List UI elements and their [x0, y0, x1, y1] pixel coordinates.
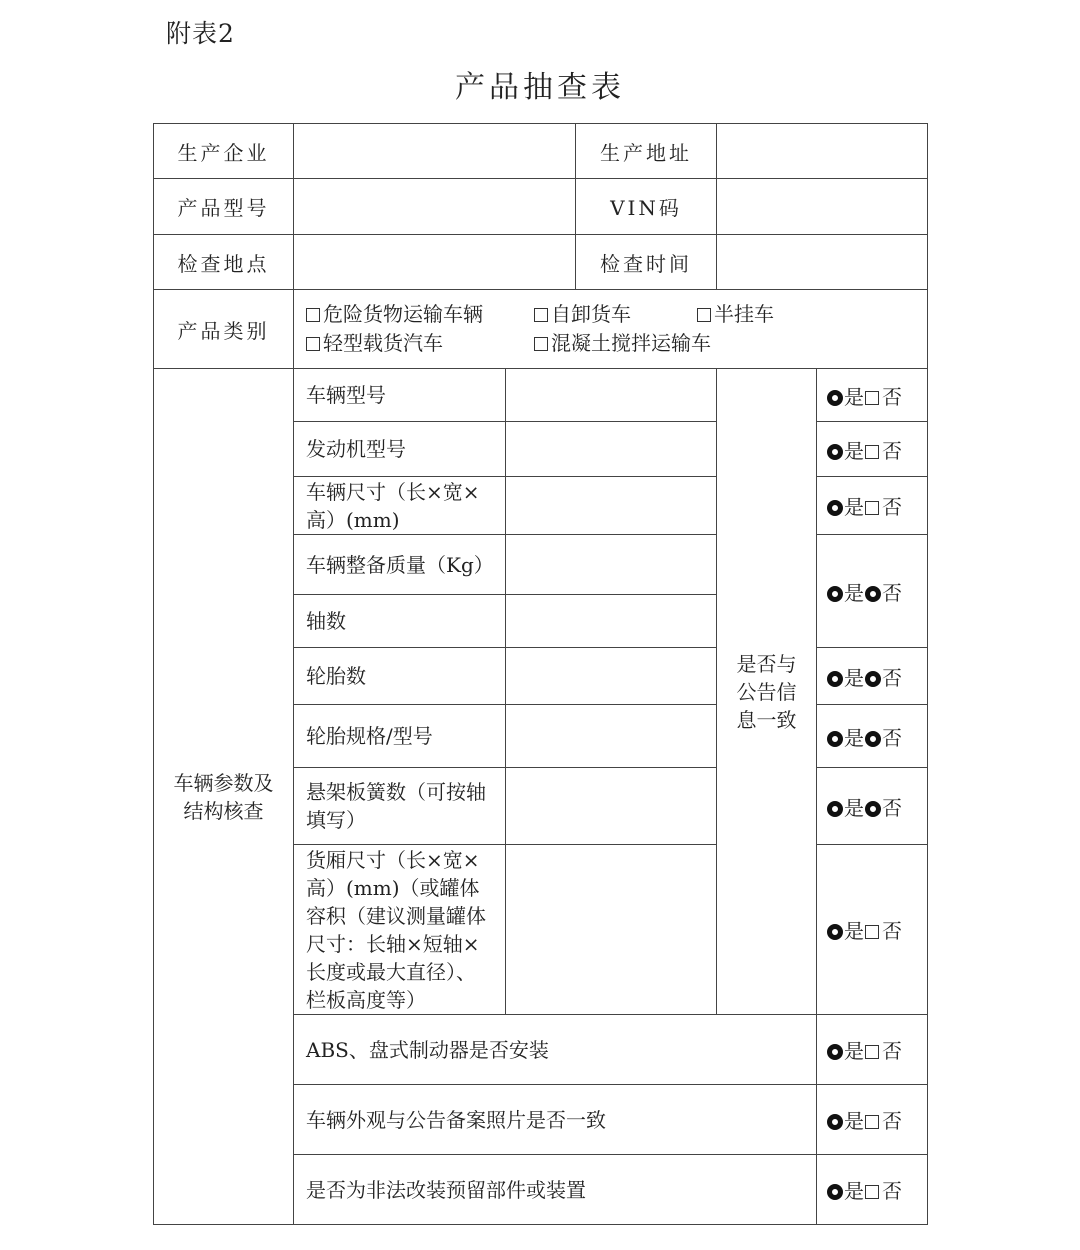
field-label: 检查时间	[576, 235, 717, 290]
yes-label: 是	[844, 1109, 865, 1133]
yes-selected-icon[interactable]	[827, 801, 843, 817]
header-row	[154, 179, 928, 235]
yes-label: 是	[844, 665, 865, 690]
yes-label: 是	[844, 1179, 865, 1203]
field-value[interactable]	[717, 124, 928, 179]
param-name-line: 轴数	[306, 609, 346, 633]
field-label: VIN码	[576, 179, 717, 235]
param-name-line: 轮胎数	[306, 664, 366, 688]
field-label: 检查地点	[154, 235, 294, 290]
param-name	[294, 595, 506, 648]
param-name-line: 栏板高度等）	[306, 987, 426, 1012]
param-name-line: 货厢尺寸（长×宽×	[306, 847, 480, 872]
no-label: 否	[882, 795, 903, 820]
field-value[interactable]	[717, 235, 928, 290]
yes-label: 是	[844, 1039, 865, 1063]
yes-no-choice	[817, 648, 928, 705]
param-name	[294, 768, 506, 845]
compare-label	[717, 369, 817, 1015]
category-option[interactable]	[534, 329, 711, 358]
category-option-label: 自卸货车	[551, 302, 631, 326]
section-label	[154, 369, 294, 1225]
yes-label: 是	[844, 725, 865, 750]
no-checkbox-icon[interactable]	[865, 501, 879, 515]
no-label: 否	[882, 919, 903, 943]
param-name	[294, 648, 506, 705]
yes-selected-icon[interactable]	[827, 444, 843, 460]
yes-label: 是	[844, 495, 865, 519]
param-value[interactable]	[506, 845, 717, 1015]
yes-no-choice	[817, 845, 928, 1015]
param-name-line: 车辆尺寸（长×宽×	[306, 479, 480, 504]
yes-label: 是	[844, 384, 865, 409]
field-value[interactable]	[294, 124, 576, 179]
yes-label: 是	[844, 919, 865, 943]
compare-label-line: 是否与	[736, 651, 797, 676]
header-row	[154, 235, 928, 290]
param-name	[294, 845, 506, 1015]
category-option[interactable]	[306, 300, 534, 329]
yes-selected-icon[interactable]	[827, 1114, 843, 1130]
yes-selected-icon[interactable]	[827, 731, 843, 747]
yes-no-choice	[817, 477, 928, 535]
form-body	[154, 124, 928, 1225]
product-category-label: 产品类别	[154, 290, 294, 369]
no-checkbox-icon[interactable]	[865, 391, 879, 405]
yes-no-choice	[817, 535, 928, 648]
param-name	[294, 535, 506, 595]
no-selected-icon[interactable]	[865, 671, 881, 687]
param-value[interactable]	[506, 648, 717, 705]
yes-selected-icon[interactable]	[827, 500, 843, 516]
param-name-line: 悬架板簧数（可按轴	[306, 780, 486, 804]
param-value[interactable]	[506, 768, 717, 845]
field-label: 产品型号	[154, 179, 294, 235]
product-category-options	[294, 290, 928, 369]
yes-no-choice	[817, 369, 928, 422]
yes-label: 是	[844, 795, 865, 820]
param-name-line: 发动机型号	[306, 437, 406, 461]
param-name	[294, 477, 506, 535]
yes-selected-icon[interactable]	[827, 924, 843, 940]
product-category-row	[154, 290, 928, 369]
checkbox-icon[interactable]	[697, 308, 711, 322]
category-option-label: 混凝土搅拌运输车	[551, 331, 711, 355]
check-text: 是否为非法改装预留部件或装置	[294, 1155, 817, 1225]
param-name-line: 高）(mm)	[306, 507, 400, 532]
category-option-label: 轻型载货汽车	[323, 331, 443, 355]
no-label: 否	[882, 1179, 903, 1203]
field-value[interactable]	[294, 235, 576, 290]
no-label: 否	[882, 495, 903, 519]
no-label: 否	[882, 438, 903, 463]
yes-no-choice	[817, 1155, 928, 1225]
param-value[interactable]	[506, 705, 717, 768]
form-title: 产品抽查表	[455, 70, 625, 105]
param-name-line: 尺寸：长轴×短轴×	[306, 931, 480, 956]
param-name	[294, 422, 506, 477]
param-value[interactable]	[506, 422, 717, 477]
field-value[interactable]	[717, 179, 928, 235]
no-label: 否	[882, 725, 903, 750]
param-name-line: 高）(mm)（或罐体	[306, 875, 480, 900]
header-row	[154, 124, 928, 179]
checkbox-icon[interactable]	[306, 337, 320, 351]
param-value[interactable]	[506, 369, 717, 422]
no-label: 否	[882, 384, 903, 409]
yes-no-choice	[817, 422, 928, 477]
no-checkbox-icon[interactable]	[865, 1115, 879, 1129]
compare-label-line: 公告信	[736, 679, 797, 704]
no-selected-icon[interactable]	[865, 731, 881, 747]
param-name	[294, 705, 506, 768]
yes-selected-icon[interactable]	[827, 586, 843, 602]
param-value[interactable]	[506, 595, 717, 648]
section-label-line: 车辆参数及	[173, 770, 274, 795]
compare-label-line: 息一致	[736, 707, 797, 732]
category-option[interactable]	[306, 329, 534, 358]
category-option[interactable]	[534, 300, 697, 329]
inspection-form-table	[153, 123, 928, 1225]
no-checkbox-icon[interactable]	[865, 445, 879, 459]
no-checkbox-icon[interactable]	[865, 925, 879, 939]
no-selected-icon[interactable]	[865, 586, 881, 602]
no-checkbox-icon[interactable]	[865, 1045, 879, 1059]
no-selected-icon[interactable]	[865, 801, 881, 817]
yes-selected-icon[interactable]	[827, 1184, 843, 1200]
section-label-line: 结构核查	[183, 798, 264, 823]
field-label: 生产地址	[576, 124, 717, 179]
param-row	[154, 369, 928, 422]
no-label: 否	[882, 1109, 903, 1133]
param-name-line: 轮胎规格/型号	[306, 724, 433, 748]
yes-no-choice	[817, 705, 928, 768]
checkbox-icon[interactable]	[534, 308, 548, 322]
param-name-line: 长度或最大直径）、	[306, 959, 476, 984]
param-name-line: 容积（建议测量罐体	[306, 903, 486, 928]
yes-no-choice	[817, 768, 928, 845]
param-value[interactable]	[506, 477, 717, 535]
no-label: 否	[882, 1039, 903, 1063]
yes-label: 是	[844, 580, 865, 605]
field-label: 生产企业	[154, 124, 294, 179]
no-checkbox-icon[interactable]	[865, 1185, 879, 1199]
yes-no-choice	[817, 1085, 928, 1155]
checkbox-icon[interactable]	[534, 337, 548, 351]
category-option[interactable]	[697, 300, 774, 329]
param-name-line: 车辆型号	[306, 383, 386, 407]
no-label: 否	[882, 580, 903, 605]
check-text: ABS、盘式制动器是否安装	[294, 1015, 817, 1085]
field-value[interactable]	[294, 179, 576, 235]
yes-label: 是	[844, 438, 865, 463]
appendix-label: 附表2	[166, 19, 235, 48]
yes-selected-icon[interactable]	[827, 1044, 843, 1060]
no-label: 否	[882, 665, 903, 690]
yes-selected-icon[interactable]	[827, 671, 843, 687]
yes-no-choice	[817, 1015, 928, 1085]
checkbox-icon[interactable]	[306, 308, 320, 322]
param-value[interactable]	[506, 535, 717, 595]
param-name	[294, 369, 506, 422]
yes-selected-icon[interactable]	[827, 390, 843, 406]
category-option-label: 危险货物运输车辆	[323, 302, 483, 326]
param-name-line: 车辆整备质量（Kg）	[306, 552, 494, 577]
param-name-line: 填写）	[306, 808, 366, 832]
category-option-label: 半挂车	[714, 302, 774, 326]
check-text: 车辆外观与公告备案照片是否一致	[294, 1085, 817, 1155]
